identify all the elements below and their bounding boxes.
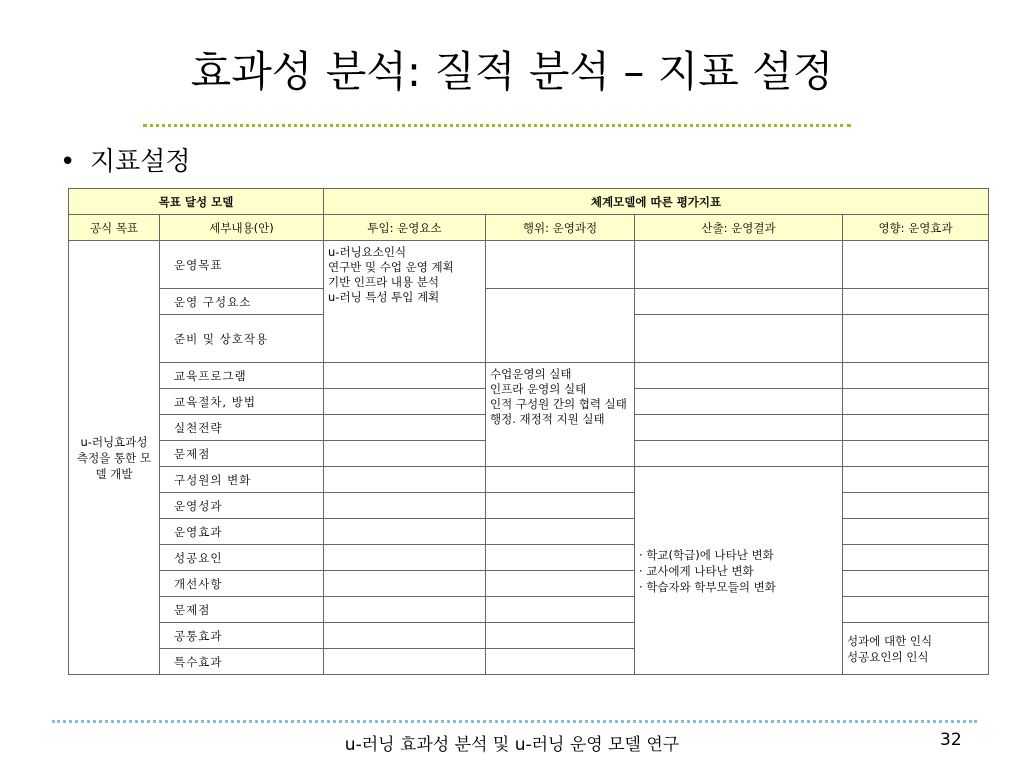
- input-item: 기반 인프라 내용 분석: [328, 275, 439, 289]
- detail-cell: 구성원의 변화: [160, 467, 324, 493]
- process-cell: [486, 493, 635, 519]
- impact-cell: [843, 623, 989, 675]
- detail-cell: 특수효과: [160, 649, 324, 675]
- detail-cell: 운영 구성요소: [160, 289, 324, 315]
- process-cell: [486, 363, 635, 467]
- process-cell: [486, 597, 635, 623]
- detail-cell: 문제점: [160, 441, 324, 467]
- process-cell: [486, 571, 635, 597]
- input-cell: [324, 649, 486, 675]
- page-number: 32: [940, 730, 962, 750]
- impact-cell: [843, 415, 989, 441]
- process-item: 행정. 재정적 지원 실태: [490, 412, 605, 426]
- process-cell: [486, 241, 635, 289]
- table-row: [69, 363, 989, 389]
- output-cell: [635, 289, 843, 315]
- table-row: [69, 597, 989, 623]
- output-item: [639, 579, 838, 595]
- output-cell: [635, 315, 843, 363]
- footer-divider: [52, 720, 977, 723]
- output-cell: [635, 415, 843, 441]
- table-header-row-1: [69, 189, 989, 215]
- header-input: 투입: 운영요소: [324, 215, 486, 241]
- indicator-table: [68, 188, 989, 675]
- output-cell: [635, 389, 843, 415]
- detail-cell: 실천전략: [160, 415, 324, 441]
- input-item: u-러닝 특성 투입 계획: [328, 290, 440, 304]
- process-cell: [486, 467, 635, 493]
- input-cell: [324, 441, 486, 467]
- input-cell: [324, 241, 486, 363]
- detail-cell: 운영성과: [160, 493, 324, 519]
- process-item: 수업운영의 실태: [490, 367, 572, 381]
- header-impact: 영향: 운영효과: [843, 215, 989, 241]
- output-cell: [635, 441, 843, 467]
- header-official-goal: 공식 목표: [69, 215, 160, 241]
- process-item: 인프라 운영의 실태: [490, 382, 587, 396]
- detail-cell: 성공요인: [160, 545, 324, 571]
- detail-cell: 운영효과: [160, 519, 324, 545]
- header-output: 산출: 운영결과: [635, 215, 843, 241]
- input-cell: [324, 415, 486, 441]
- input-item: 연구반 및 수업 운영 계획: [328, 260, 454, 274]
- table-header-row-2: [69, 215, 989, 241]
- process-cell: [486, 289, 635, 363]
- input-cell: [324, 467, 486, 493]
- table-row: [69, 493, 989, 519]
- table-row: [69, 241, 989, 289]
- input-cell: [324, 493, 486, 519]
- impact-cell: [843, 315, 989, 363]
- output-item-text: 학습자와 학부모들의 변화: [646, 579, 776, 594]
- table-row: [69, 623, 989, 649]
- header-goal-model: 목표 달성 모델: [69, 189, 324, 215]
- input-cell: [324, 389, 486, 415]
- impact-cell: [843, 441, 989, 467]
- table-row: [69, 519, 989, 545]
- impact-cell: [843, 241, 989, 289]
- process-cell: [486, 649, 635, 675]
- input-cell: [324, 597, 486, 623]
- bullet-item: [60, 142, 190, 182]
- impact-cell: [843, 289, 989, 315]
- process-cell: [486, 545, 635, 571]
- table-row: [69, 467, 989, 493]
- table-row: [69, 545, 989, 571]
- header-process: 행위: 운영과정: [486, 215, 635, 241]
- output-bullet: ·: [639, 547, 643, 562]
- impact-item: 성과에 대한 인식: [847, 633, 933, 648]
- header-details: 세부내용(안): [160, 215, 324, 241]
- process-item: 인적 구성원 간의 협력 실태: [490, 397, 627, 411]
- output-cell: [635, 363, 843, 389]
- output-cell: [635, 467, 843, 675]
- detail-cell: 교육프로그램: [160, 363, 324, 389]
- output-item: [639, 563, 838, 579]
- output-bullet: ·: [639, 579, 643, 594]
- process-cell: [486, 519, 635, 545]
- detail-cell: 문제점: [160, 597, 324, 623]
- detail-cell: 개선사항: [160, 571, 324, 597]
- slide-title: 효과성 분석: 질적 분석 – 지표 설정: [190, 47, 834, 96]
- impact-cell: [843, 545, 989, 571]
- bullet-marker: •: [60, 147, 76, 177]
- table-row: [69, 289, 989, 315]
- impact-cell: [843, 519, 989, 545]
- detail-cell: 교육절차, 방법: [160, 389, 324, 415]
- table-row: [69, 571, 989, 597]
- output-item-text: 교사에게 나타난 변화: [646, 563, 754, 578]
- impact-cell: [843, 493, 989, 519]
- detail-cell: 운영목표: [160, 241, 324, 289]
- output-item-text: 학교(학급)에 나타난 변화: [646, 547, 774, 562]
- output-bullet: ·: [639, 563, 643, 578]
- input-cell: [324, 571, 486, 597]
- impact-cell: [843, 389, 989, 415]
- output-cell: [635, 241, 843, 289]
- detail-cell: 공통효과: [160, 623, 324, 649]
- title-divider: [143, 124, 851, 127]
- input-cell: [324, 623, 486, 649]
- impact-cell: [843, 571, 989, 597]
- impact-cell: [843, 363, 989, 389]
- impact-cell: [843, 467, 989, 493]
- bullet-text: 지표설정: [90, 147, 191, 177]
- process-cell: [486, 623, 635, 649]
- impact-cell: [843, 597, 989, 623]
- input-cell: [324, 363, 486, 389]
- header-system-model: 체계모델에 따른 평가지표: [324, 189, 989, 215]
- detail-cell: 준비 및 상호작용: [160, 315, 324, 363]
- input-cell: [324, 519, 486, 545]
- input-cell: [324, 545, 486, 571]
- impact-item: 성공요인의 인식: [847, 649, 929, 664]
- input-item: u-러닝요소인식: [328, 245, 407, 259]
- official-goal-cell: u-러닝효과성 측정을 통한 모델 개발: [69, 241, 160, 675]
- footer-text: u-러닝 효과성 분석 및 u-러닝 운영 모델 연구: [344, 735, 680, 755]
- output-item: [639, 547, 838, 563]
